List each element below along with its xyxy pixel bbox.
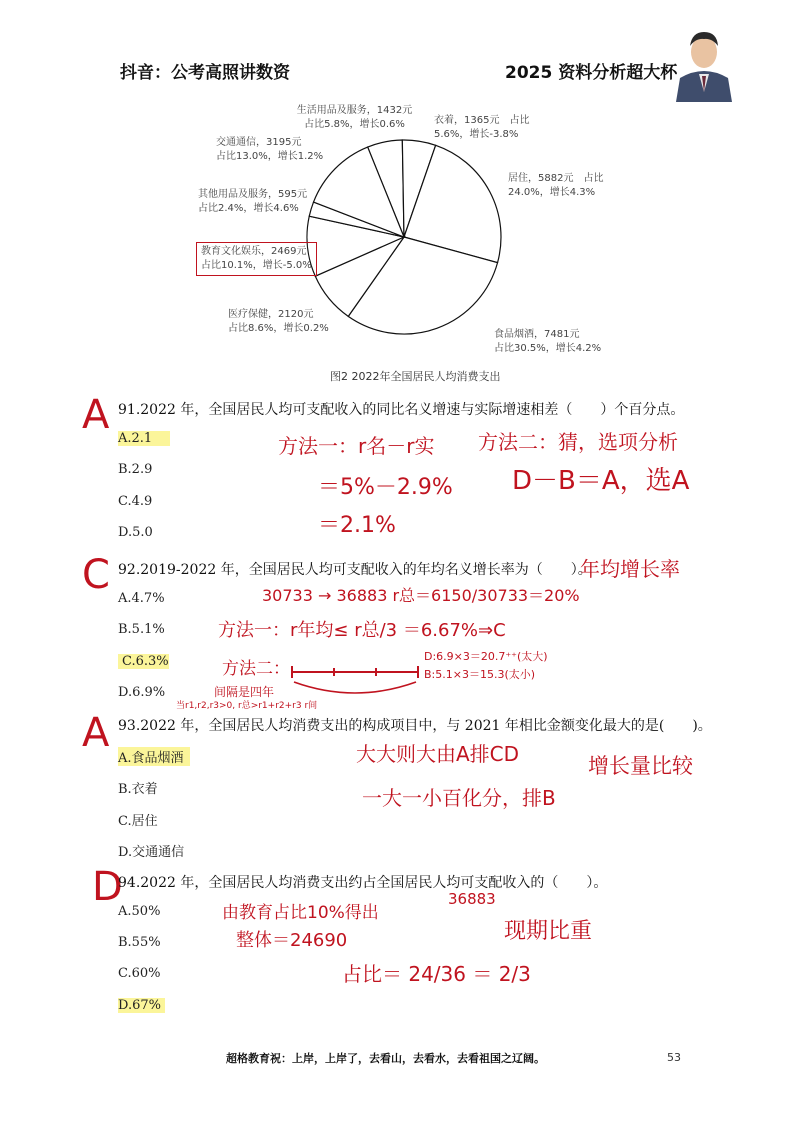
q94-option-a: A.50% [118, 904, 161, 919]
header-right: 2025 资料分析超大杯 [505, 63, 678, 83]
q93-option-c: C.居住 [118, 814, 158, 829]
label-housing: 居住，5882元 占比 24.0%，增长4.3% [508, 173, 604, 198]
q91-note-choose: D－B＝A，选A [512, 466, 690, 496]
q91-option-c: C.4.9 [118, 494, 153, 509]
label-transport: 交通通信，3195元 占比13.0%，增长1.2% [216, 137, 324, 162]
q94-note-income: 36883 [448, 890, 496, 908]
q92-option-d: D.6.9% [118, 685, 166, 700]
q94-note-source: 由教育占比10%得出 [222, 903, 379, 923]
q94-note-total: 整体＝24690 [236, 930, 348, 951]
q92-note-d: D:6.9×3＝20.7⁺⁺(太大) [424, 650, 548, 663]
q94-answer-mark: D [92, 864, 123, 910]
q91-option-b: B.2.9 [118, 462, 153, 477]
q92-note-growth: 30733 → 36883 r总＝6150/30733＝20% [262, 586, 580, 605]
page-number: 53 [667, 1051, 681, 1064]
q91-note-result: ＝2.1% [318, 513, 396, 538]
q93-answer-mark: A [82, 710, 110, 756]
q91-answer-mark: A [82, 392, 110, 438]
q94-option-d: D.67% [118, 998, 165, 1013]
q93-option-a: A.食品烟酒 [118, 747, 190, 766]
label-food: 食品烟酒，7481元 占比30.5%，增长4.2% [494, 329, 602, 354]
q91-option-a: A.2.1 [118, 431, 170, 446]
q93-option-b: B.衣着 [118, 782, 158, 797]
q92-option-a: A.4.7% [118, 591, 165, 606]
label-medical: 医疗保健，2120元 占比8.6%，增长0.2% [228, 309, 329, 334]
q93-note-rule1: 大大则大由A排CD [356, 742, 520, 766]
q92-option-c: C.6.3% [118, 654, 169, 669]
q92-note-interval: 间隔是四年 [214, 685, 275, 699]
q93-note-rule2: 一大一小百化分，排B [362, 786, 556, 810]
label-clothing: 衣着，1365元 占比 5.6%，增长-3.8% [434, 115, 530, 140]
q94-option-c: C.60% [118, 966, 161, 981]
q92-note-method2: 方法二： [222, 659, 290, 679]
label-other: 其他用品及服务，595元 占比2.4%，增长4.6% [198, 189, 308, 214]
label-education: 教育文化娱乐，2469元 占比10.1%，增长-5.0% [196, 242, 317, 276]
label-living-goods: 生活用品及服务，1432元 占比5.8%，增长0.6% [296, 105, 413, 130]
q92-note-rule: 当r1,r2,r3>0, r总>r1+r2+r3 r间 [176, 701, 318, 711]
q94-note-title: 现期比重 [504, 919, 593, 944]
q93-option-d: D.交通通信 [118, 845, 185, 860]
q94-stem: 94.2022 年，全国居民人均消费支出约占全国居民人均可支配收入的（ ）。 [118, 875, 608, 891]
q92-note-title: 年均增长率 [580, 557, 680, 581]
q91-note-method1: 方法一：r名－r实 [278, 434, 435, 458]
q92-option-b: B.5.1% [118, 622, 165, 637]
q93-note-title: 增长量比较 [588, 754, 693, 778]
q92-stem: 92.2019-2022 年，全国居民人均可支配收入的年均名义增长率为（ ）。 [118, 562, 592, 578]
q94-option-b: B.55% [118, 935, 161, 950]
header-left: 抖音：公考高照讲数资 [120, 63, 290, 83]
chart-caption: 图2 2022年全国居民人均消费支出 [330, 370, 501, 383]
q92-note-b: B:5.1×3＝15.3(太小) [424, 668, 536, 681]
q94-note-ratio: 占比＝ 24/36 ＝ 2/3 [342, 962, 531, 986]
q91-note-calc: ＝5%－2.9% [318, 475, 453, 500]
footer-motto: 超格教育祝：上岸，上岸了，去看山，去看水，去看祖国之辽阔。 [226, 1052, 545, 1065]
q91-option-d: D.5.0 [118, 525, 153, 540]
q92-answer-mark: C [82, 552, 110, 598]
q92-note-method1: 方法一：r年均≤ r总/3 ＝6.67%⇒C [218, 620, 506, 641]
q91-stem: 91.2022 年，全国居民人均可支配收入的同比名义增速与实际增速相差（ ）个百分点。 [118, 402, 685, 418]
q93-stem: 93.2022 年，全国居民人均消费支出的构成项目中，与 2021 年相比金额变化最大的是( )。 [118, 718, 712, 734]
q91-note-method2: 方法二：猜，选项分析 [478, 430, 678, 454]
pie-chart [0, 0, 800, 400]
